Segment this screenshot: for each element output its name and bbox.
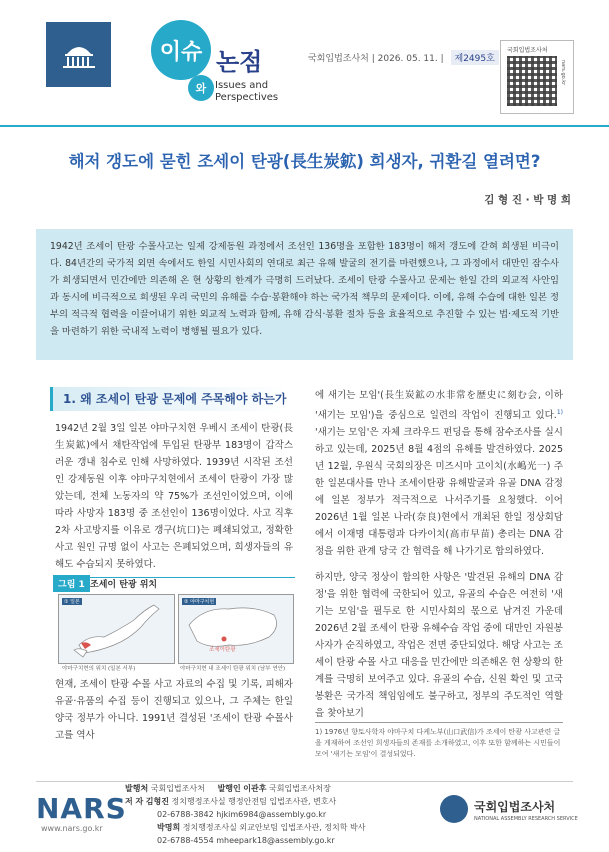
figure-title: 조세이 탄광 위치 <box>90 580 158 590</box>
right-para1-rest: '새기는 모임'은 자체 크라우드 펀딩을 통해 잠수조사를 실시하고 있는데, 2025년 8월 4점의 유해를 발견하였다. 2025년 12월, 우원식 국회의장은 미즈시마 고이치(水嶋光一) 주한 일본대사를 만나 조세이탄광 유해발굴과 유골 DNA 감정에 일본 정부가 적극적으로 나서주기를 요청했다. 이어 2026년 1월 일본 나라(奈良)현에서 개최된 한일 정상회담에서 이재명 대통령과 다카이치(高市早苗) 총리는 DNA 감정을 위한 관계 당국 간 협력을 해 나가기로 합의하였다. <box>315 427 563 558</box>
assembly-building-icon <box>59 38 99 72</box>
publisher-label: 발행처 <box>125 784 149 793</box>
map2-caption: 야마구치현 내 조세이 탄광 위치 (남부 연안) <box>180 666 286 672</box>
assembly-logo <box>46 22 111 87</box>
brand-wa: 와 <box>188 75 214 101</box>
map2-tag: ② 야마구치현 <box>184 599 215 605</box>
place-label: 조세이탄광 <box>209 647 236 653</box>
issuer-title: 국회입법조사처장 <box>269 784 331 793</box>
issuer: 이관후 <box>243 784 267 793</box>
header-divider <box>0 125 609 127</box>
org-english: NATIONAL ASSEMBLY RESEARCH SERVICE <box>474 816 578 822</box>
issue-number: 제2495호 <box>451 50 499 65</box>
left-column-para2: 현재, 조세이 탄광 수몰 사고 자료의 수집 및 기록, 피해자 유골·유품의 수집 등이 진행되고 있으나, 그 주체는 한일 양국 정부가 아니다. 1991년 결성된 '조세이 탄광 수몰사고를 역사 <box>55 679 293 741</box>
author1-contact: 02-6788-3842 hjkim6984@assembly.go.kr <box>157 810 327 819</box>
page-title: 해저 갱도에 묻힌 조세이 탄광(長生炭鉱) 희생자, 귀환길 열려면? <box>68 152 541 171</box>
author-label: 저 자 <box>125 797 144 806</box>
brand-english <box>215 80 278 104</box>
publication-info <box>308 50 499 65</box>
author1-title: 정치행정조사실 행정안전팀 입법조사관, 변호사 <box>171 797 337 806</box>
right-para1-start: 에 새기는 모임'(長生炭鉱の水非常を歴史に刻む会, 이하 '새기는 모임')을 중심으로 일련의 작업이 진행되고 있다. <box>315 390 563 422</box>
nars-url[interactable]: www.nars.go.kr <box>41 824 103 833</box>
brand-en-line2: Perspectives <box>215 92 279 103</box>
map1-tag: ① 일본 <box>64 599 80 605</box>
author2-title: 정치행정조사실 외교안보팀 입법조사관, 정치학 박사 <box>182 823 366 832</box>
issuer-label: 발행인 <box>217 784 241 793</box>
summary-box: 1942년 조세이 탄광 수몰사고는 일제 강제동원 과정에서 조선인 136명을 포함한 183명이 해저 갱도에 갇혀 희생된 비극이다. 84년간의 국가적 외면 속에서도 한일 시민사회의 연대로 최근 유해 발굴의 전기를 마련했으나, 그 과정에서 대만인 잠수사가 희생되면서 민간에만 의존해 온 현 상황의 한계가 극명히 드러났다. 조세이 탄광 수몰사고 문제는 한일 간의 외교적 사안임과 동시에 비극적으로 희생된 우리 국민의 유해를 수습·봉환해야 하는 국가적 책무의 문제이다. 이에, 유해 수습에 대한 일본 정부의 적극적 협력을 이끌어내기 위한 외교적 노력과 함께, 유해 감식·봉환 절차 등을 효율적으로 추진할 수 있는 법·제도적 기반을 마련하기 위한 국내적 노력이 병행될 필요가 있다. <box>36 229 573 360</box>
brand-issue: 이슈 <box>151 20 211 80</box>
footnote-divider <box>315 722 563 723</box>
figure-label: 그림 1 <box>53 575 90 592</box>
publisher: 국회입법조사처 <box>150 784 205 793</box>
nars-emblem-icon <box>440 795 468 823</box>
qr-code-icon <box>507 56 557 106</box>
pub-date: 국회입법조사처 | 2026. 05. 11. | <box>308 54 444 64</box>
map-japan <box>58 594 175 664</box>
author2-contact: 02-6788-4554 mheepark18@assembly.go.kr <box>157 836 335 845</box>
brand-non: 논점 <box>216 48 263 76</box>
org-name: 국회입법조사처 <box>474 800 556 814</box>
qr-label: 국회입법조사처 <box>507 47 548 54</box>
brand-en-line1: Issues and <box>215 80 269 91</box>
qr-side-url: nars.go.kr <box>560 60 566 86</box>
authors: 김 형 진 · 박 명 희 <box>484 194 571 206</box>
author1: 김형진 <box>145 797 169 806</box>
section-heading: 1. 왜 조세이 탄광 문제에 주목해야 하는가 <box>50 387 288 411</box>
yamaguchi-map-icon <box>179 595 293 663</box>
footnote: 1) 1976년 향토사학자 야마구치 다케노부(山口武信)가 조세이 탄광 사고관련 글을 게재하여 조선인 희생자들의 존재를 소개하였고, 이후 또한 함께하는 시민들이 모여 '새기는 모임'이 결성되었다. <box>315 728 561 758</box>
footnote-mark[interactable]: 1) <box>556 409 563 416</box>
credits <box>125 782 365 847</box>
left-column-para1: 1942년 2월 3일 일본 야마구치현 우베시 조세이 탄광(長生炭鉱)에서 채탄작업에 투입된 탄광부 183명이 갑작스러운 갱내 침수로 인해 사망하였다. 1939년 시작된 조선인 강제동원 이후 야마구치현에서 조세이 탄광이 가장 많았는데, 전체 노동자의 약 75%가 조선인이었으며, 이에 따라 사망자 183명 중 조선인이 136명이었다. 사고 직후 2차 사고방지를 이유로 갱구(坑口)는 폐쇄되었고, 정확한 사고 원인 규명 없이 사고는 은폐되었으며, 희생자들의 유해도 수습되지 못하였다. <box>55 423 293 570</box>
map-yamaguchi <box>178 594 294 664</box>
map1-caption: 야마구치현의 위치 (일본 서부) <box>62 666 136 672</box>
japan-map-icon <box>59 595 174 663</box>
nars-logo: NARS <box>36 792 127 825</box>
right-column-para2: 하지만, 양국 정상이 합의한 사항은 '발견된 유해의 DNA 감정'을 위한 협력에 국한되어 있고, 유골의 수습은 여전히 '새기는 모임'을 필두로 한 시민사회의 몫으로 남겨진 가운데 2026년 2월 조세이 탄광 유해수습 작업 중에 대만인 자원봉사자가 순직하였고, 작업은 전면 중단되었다. 해당 사고는 조세이 탄광 수몰 사고 대응을 민간에만 의존해온 현 상황의 한계를 극명히 보여주고 있다. 유골의 수습, 신원 확인 및 고국 봉환은 국가적 책임임에도 불구하고, 정부의 주도적인 역할을 찾아보기 <box>315 572 563 719</box>
author2: 박명희 <box>157 823 181 832</box>
right-column-para1 <box>315 387 563 560</box>
